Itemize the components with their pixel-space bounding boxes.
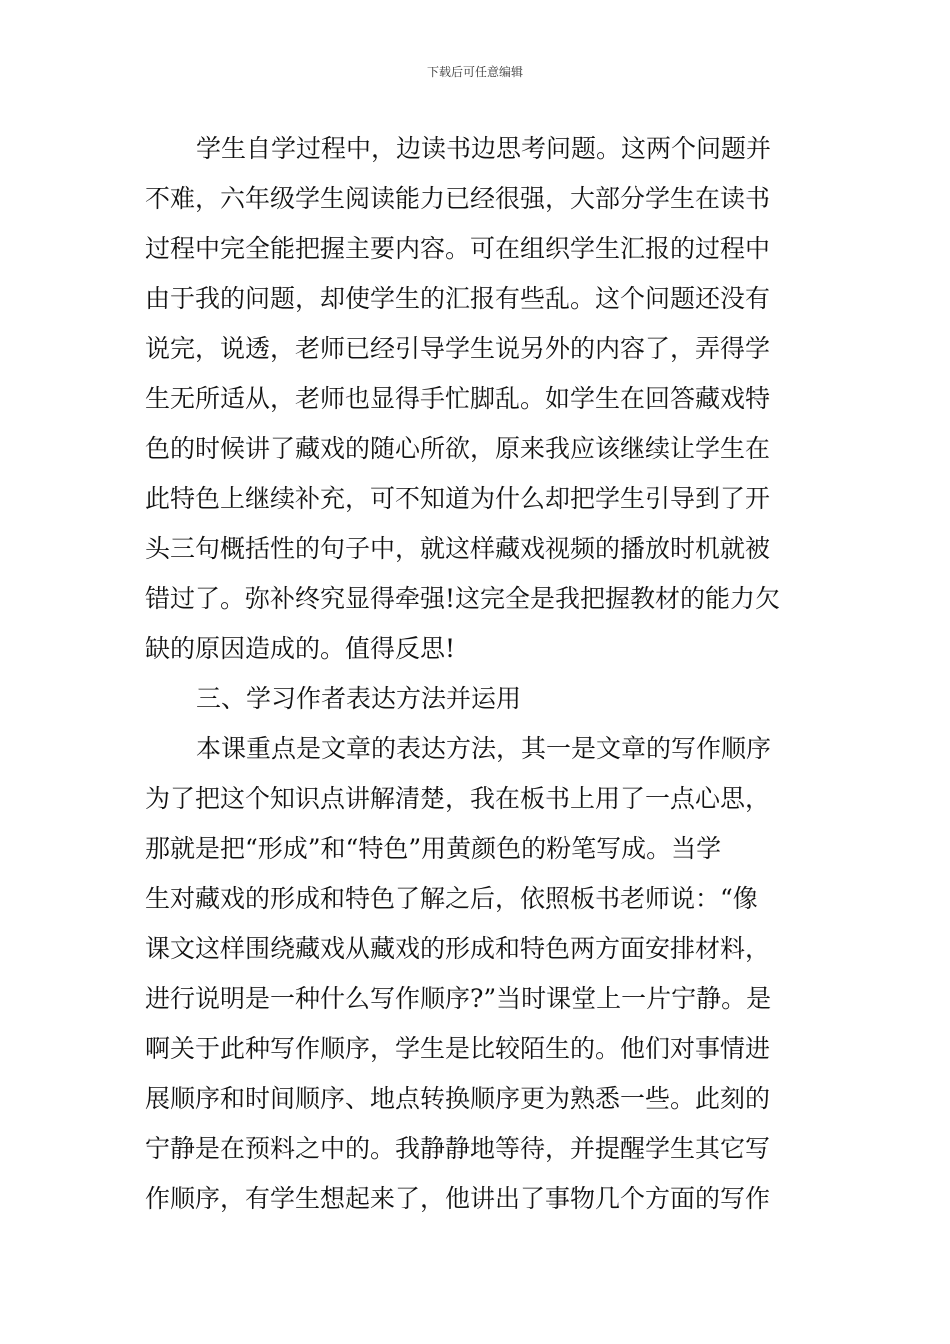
text-line: 此特色上继续补充，可不知道为什么却把学生引导到了开	[145, 484, 771, 513]
text-line: 那就是把“形成”和“特色”用黄颜色的粉笔写成。当学	[145, 834, 722, 863]
text-line: 过程中完全能把握主要内容。可在组织学生汇报的过程中	[145, 234, 771, 263]
text-line: 头三句概括性的句子中，就这样藏戏视频的播放时机就被	[145, 534, 771, 563]
text-line: 展顺序和时间顺序、地点转换顺序更为熟悉一些。此刻的	[145, 1084, 771, 1113]
text-line: 由于我的问题，却使学生的汇报有些乱。这个问题还没有	[145, 284, 771, 313]
text-line: 宁静是在预料之中的。我静静地等待，并提醒学生其它写	[145, 1134, 771, 1163]
text-line: 生无所适从，老师也显得手忙脚乱。如学生在回答藏戏特	[145, 384, 771, 413]
text-line: 本课重点是文章的表达方法，其一是文章的写作顺序	[196, 734, 772, 763]
text-line: 课文这样围绕藏戏从藏戏的形成和特色两方面安排材料，	[145, 934, 771, 963]
text-line: 为了把这个知识点讲解清楚，我在板书上用了一点心思，	[145, 784, 771, 813]
text-line: 作顺序，有学生想起来了，他讲出了事物几个方面的写作	[145, 1184, 771, 1213]
text-line: 说完，说透，老师已经引导学生说另外的内容了，弄得学	[145, 334, 771, 363]
text-line: 不难，六年级学生阅读能力已经很强，大部分学生在读书	[145, 184, 771, 213]
page-header: 下载后可任意编辑	[426, 65, 523, 79]
text-line: 生对藏戏的形成和特色了解之后，依照板书老师说：“像	[145, 884, 758, 913]
text-line: 色的时候讲了藏戏的随心所欲，原来我应该继续让学生在	[145, 434, 771, 463]
section-heading: 三、学习作者表达方法并运用	[196, 684, 522, 713]
text-line: 啊关于此种写作顺序，学生是比较陌生的。他们对事情进	[145, 1034, 771, 1063]
text-line: 学生自学过程中，边读书边思考问题。这两个问题并	[196, 134, 772, 163]
text-line: 进行说明是一种什么写作顺序?”当时课堂上一片宁静。是	[145, 984, 772, 1013]
text-line: 缺的原因造成的。值得反思!	[145, 634, 456, 663]
text-line: 错过了。弥补终究显得牵强!这完全是我把握教材的能力欠	[145, 584, 781, 613]
